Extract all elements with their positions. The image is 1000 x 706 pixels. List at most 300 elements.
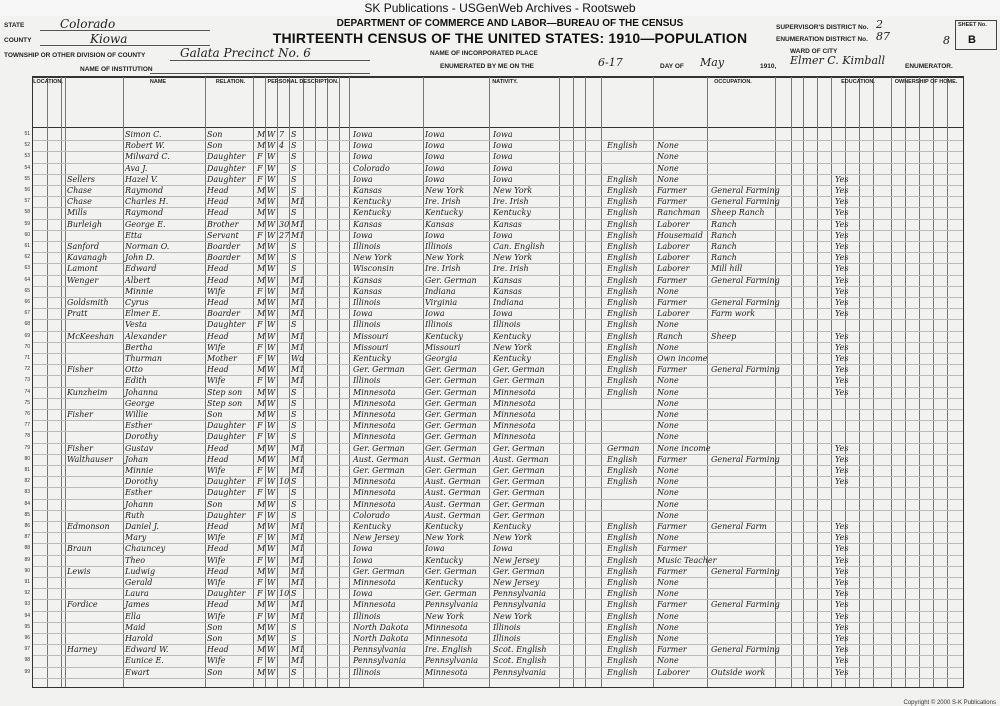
- cell-ind: Farm work: [711, 309, 756, 319]
- cell-age: 4: [279, 141, 285, 151]
- cell-bp: Kansas: [353, 275, 382, 285]
- cell-bp: Iowa: [353, 130, 373, 139]
- cell-rel: Head: [207, 275, 229, 285]
- cell-ms: M1: [291, 656, 305, 666]
- cell-ms: S: [291, 499, 297, 509]
- cell-lang: English: [607, 387, 638, 397]
- cell-sex: F: [257, 555, 263, 565]
- cell-lang: English: [607, 522, 638, 531]
- cell-ms: M1: [291, 365, 305, 375]
- cell-rel: Wife: [207, 286, 226, 296]
- table-row: [24, 252, 965, 263]
- cell-sex: M: [257, 264, 266, 274]
- row-number: 57: [24, 198, 30, 205]
- cell-occ: None: [657, 141, 679, 151]
- cell-surname: Wenger: [67, 275, 99, 285]
- cell-mbp: New York: [493, 533, 533, 543]
- cell-mbp: Iowa: [493, 163, 513, 173]
- cell-surname: Harney: [67, 645, 97, 655]
- cell-edu: Yes: [835, 253, 849, 263]
- cell-given: Minnie: [125, 466, 154, 475]
- cell-rel: Wife: [207, 533, 226, 543]
- cell-edu: Yes: [835, 309, 849, 319]
- cell-surname: Kavanagh: [67, 253, 108, 263]
- cell-surname: Burleigh: [67, 219, 102, 229]
- cell-occ: Farmer: [657, 186, 687, 195]
- table-row: [24, 331, 965, 342]
- cell-occ: None: [657, 488, 679, 498]
- cell-bp: Iowa: [353, 152, 373, 162]
- cell-rel: Son: [207, 130, 223, 139]
- row-number: 73: [24, 377, 30, 384]
- cell-race: W: [267, 275, 276, 285]
- cell-given: Ella: [125, 611, 141, 621]
- cell-age: 10: [279, 589, 290, 599]
- cell-sex: M: [257, 622, 266, 632]
- cell-bp: Iowa: [353, 555, 373, 565]
- cell-race: W: [267, 421, 276, 431]
- cell-ms: S: [291, 510, 297, 520]
- cell-ms: S: [291, 410, 297, 419]
- cell-fbp: Aust. German: [425, 488, 481, 498]
- col-header-personal: PERSONAL DESCRIPTION.: [267, 79, 339, 85]
- cell-lang: English: [607, 208, 638, 218]
- cell-fbp: Ger. German: [425, 566, 477, 576]
- cell-bp: Missouri: [353, 331, 389, 341]
- cell-edu: Yes: [835, 197, 849, 207]
- cell-fbp: Ger. German: [425, 421, 477, 431]
- cell-rel: Boarder: [207, 253, 240, 263]
- cell-occ: Farmer: [657, 365, 687, 375]
- col-header-nativity: NATIVITY.: [492, 79, 518, 85]
- cell-race: W: [267, 510, 276, 520]
- table-row: [24, 543, 965, 554]
- table-row: [24, 420, 965, 431]
- cell-ms: M1: [291, 342, 305, 352]
- table-row: [24, 443, 965, 454]
- cell-surname: Pratt: [67, 309, 88, 319]
- cell-sex: M: [257, 331, 266, 341]
- cell-given: Esther: [125, 421, 152, 431]
- cell-rel: Head: [207, 186, 229, 195]
- cell-edu: Yes: [835, 264, 849, 274]
- cell-occ: Farmer: [657, 275, 687, 285]
- cell-bp: Minnesota: [353, 432, 396, 442]
- cell-race: W: [267, 667, 276, 677]
- cell-ms: M1: [291, 286, 305, 296]
- cell-occ: Farmer: [657, 566, 687, 576]
- cell-bp: Minnesota: [353, 578, 396, 587]
- cell-bp: Illinois: [353, 298, 381, 307]
- row-number: 86: [24, 523, 30, 529]
- cell-edu: Yes: [835, 578, 849, 587]
- cell-ind: General Farming: [711, 186, 780, 195]
- cell-race: W: [267, 634, 276, 643]
- cell-given: George E.: [125, 219, 166, 229]
- cell-ms: M1: [291, 309, 305, 319]
- col-header-education: EDUCATION.: [841, 79, 875, 85]
- cell-race: W: [267, 264, 276, 274]
- cell-ms: M1: [291, 611, 305, 621]
- institution-line: [150, 73, 370, 74]
- cell-lang: English: [607, 589, 638, 599]
- cell-mbp: Kentucky: [493, 354, 531, 363]
- supervisor-district-value: 2: [876, 18, 883, 31]
- cell-rel: Daughter: [207, 589, 246, 599]
- cell-ind: General Farming: [711, 197, 780, 207]
- cell-ind: General Farming: [711, 365, 780, 375]
- cell-ms: M1: [291, 533, 305, 543]
- cell-ms: M1: [291, 578, 305, 587]
- cell-ms: M1: [291, 275, 305, 285]
- row-number: 54: [24, 164, 30, 171]
- cell-age: 30: [279, 219, 290, 229]
- cell-surname: Chase: [67, 186, 92, 195]
- table-row: [24, 476, 965, 487]
- col-header-ownership: OWNERSHIP OF HOME.: [894, 79, 958, 85]
- cell-sex: M: [257, 197, 266, 207]
- cell-surname: Fisher: [67, 443, 93, 453]
- cell-ms: S: [291, 398, 297, 408]
- cell-sex: F: [257, 230, 263, 240]
- cell-race: W: [267, 522, 276, 531]
- cell-surname: Fisher: [67, 365, 93, 375]
- cell-bp: New Jersey: [353, 533, 400, 543]
- cell-sex: F: [257, 488, 263, 498]
- table-row: [24, 230, 965, 241]
- cell-rel: Son: [207, 499, 223, 509]
- row-number: 63: [24, 265, 30, 272]
- cell-race: W: [267, 656, 276, 666]
- cell-lang: English: [607, 667, 638, 677]
- table-row: [24, 163, 965, 174]
- cell-edu: Yes: [835, 533, 849, 543]
- cell-mbp: New York: [493, 186, 533, 195]
- cell-lang: English: [607, 622, 638, 632]
- cell-bp: Kentucky: [353, 354, 391, 363]
- cell-given: Theo: [125, 555, 146, 565]
- cell-mbp: New Jersey: [493, 578, 540, 587]
- cell-rel: Wife: [207, 376, 226, 386]
- county-value: Kiowa: [90, 32, 128, 46]
- cell-occ: Music Teacher: [657, 555, 717, 565]
- table-row: [24, 297, 965, 308]
- cell-occ: Ranchman: [657, 208, 701, 218]
- cell-bp: Illinois: [353, 242, 381, 251]
- cell-mbp: Ger. German: [493, 477, 545, 487]
- row-number: 78: [24, 433, 30, 440]
- cell-lang: English: [607, 566, 638, 576]
- cell-race: W: [267, 466, 276, 475]
- cell-bp: Missouri: [353, 342, 389, 352]
- cell-occ: Laborer: [657, 253, 690, 263]
- cell-rel: Daughter: [207, 421, 246, 431]
- cell-fbp: Minnesota: [425, 622, 468, 632]
- cell-surname: Sanford: [67, 242, 100, 251]
- cell-fbp: Aust. German: [425, 510, 481, 520]
- cell-rel: Wife: [207, 578, 226, 587]
- cell-given: Johan: [125, 454, 149, 464]
- table-row: [24, 219, 965, 230]
- cell-sex: F: [257, 466, 263, 475]
- cell-mbp: Kansas: [493, 286, 522, 296]
- cell-race: W: [267, 163, 276, 173]
- cell-given: John D.: [125, 253, 155, 263]
- cell-occ: None: [657, 387, 679, 397]
- row-number: 95: [24, 623, 30, 630]
- cell-given: Cyrus: [125, 298, 149, 307]
- row-number: 82: [24, 478, 30, 485]
- cell-edu: Yes: [835, 622, 849, 632]
- cell-occ: Ranch: [657, 331, 683, 341]
- cell-occ: None: [657, 163, 679, 173]
- row-number: 77: [24, 422, 30, 429]
- cell-race: W: [267, 645, 276, 655]
- cell-occ: None: [657, 410, 679, 419]
- cell-fbp: Iowa: [425, 163, 445, 173]
- cell-surname: Chase: [67, 197, 92, 207]
- cell-rel: Head: [207, 566, 229, 576]
- cell-rel: Head: [207, 197, 229, 207]
- cell-mbp: Illinois: [493, 320, 521, 330]
- cell-lang: English: [607, 342, 638, 352]
- cell-race: W: [267, 152, 276, 162]
- cell-rel: Step son: [207, 398, 243, 408]
- cell-given: Maid: [125, 622, 146, 632]
- table-row: [24, 566, 965, 577]
- cell-bp: Kentucky: [353, 197, 391, 207]
- cell-sex: M: [257, 186, 266, 195]
- cell-fbp: Minnesota: [425, 667, 468, 677]
- cell-occ: Own income: [657, 354, 708, 363]
- cell-edu: Yes: [835, 454, 849, 464]
- row-number: 97: [24, 646, 30, 653]
- cell-bp: New York: [353, 253, 393, 263]
- cell-sex: F: [257, 510, 263, 520]
- cell-race: W: [267, 544, 276, 554]
- cell-edu: Yes: [835, 466, 849, 475]
- cell-race: W: [267, 611, 276, 621]
- table-row: [24, 431, 965, 442]
- cell-edu: Yes: [835, 219, 849, 229]
- cell-fbp: Ger. German: [425, 387, 477, 397]
- cell-rel: Wife: [207, 466, 226, 475]
- cell-lang: English: [607, 253, 638, 263]
- cell-race: W: [267, 365, 276, 375]
- cell-ms: M1: [291, 454, 305, 464]
- cell-bp: Kansas: [353, 219, 382, 229]
- cell-sex: M: [257, 454, 266, 464]
- cell-surname: Goldsmith: [67, 298, 109, 307]
- cell-ms: M1: [291, 522, 305, 531]
- cell-occ: Farmer: [657, 544, 687, 554]
- table-row: [24, 319, 965, 330]
- cell-fbp: Iowa: [425, 174, 445, 184]
- col-header-occupation: OCCUPATION.: [714, 79, 752, 85]
- cell-race: W: [267, 566, 276, 576]
- cell-lang: English: [607, 578, 638, 587]
- row-number: 64: [24, 276, 30, 283]
- cell-fbp: Kansas: [425, 219, 454, 229]
- table-row: [24, 364, 965, 375]
- cell-race: W: [267, 589, 276, 599]
- cell-lang: English: [607, 230, 638, 240]
- cell-lang: English: [607, 600, 638, 610]
- cell-bp: Iowa: [353, 174, 373, 184]
- col-header-name: NAME: [149, 79, 167, 85]
- cell-occ: Laborer: [657, 242, 690, 251]
- cell-occ: None: [657, 578, 679, 587]
- cell-bp: North Dakota: [353, 622, 409, 632]
- cell-ms: S: [291, 163, 297, 173]
- table-row: [24, 510, 965, 521]
- cell-edu: Yes: [835, 331, 849, 341]
- cell-fbp: New York: [425, 611, 465, 621]
- row-rule: [33, 678, 963, 679]
- enumerator-label: ENUMERATOR.: [905, 63, 953, 70]
- cell-bp: Aust. German: [353, 454, 409, 464]
- cell-rel: Boarder: [207, 242, 240, 251]
- row-number: 67: [24, 310, 30, 317]
- cell-occ: None: [657, 510, 679, 520]
- table-row: [24, 375, 965, 386]
- cell-edu: Yes: [835, 208, 849, 218]
- state-label: STATE: [4, 22, 25, 29]
- cell-fbp: Ger. German: [425, 410, 477, 419]
- cell-race: W: [267, 197, 276, 207]
- row-number: 83: [24, 489, 30, 496]
- row-number: 56: [24, 187, 30, 193]
- cell-sex: F: [257, 432, 263, 442]
- cell-ms: S: [291, 186, 297, 195]
- cell-ms: S: [291, 589, 297, 599]
- cell-lang: English: [607, 634, 638, 643]
- cell-sex: F: [257, 354, 263, 363]
- cell-edu: Yes: [835, 611, 849, 621]
- table-row: [24, 387, 965, 398]
- cell-given: Minnie: [125, 286, 154, 296]
- cell-edu: Yes: [835, 342, 849, 352]
- cell-sex: F: [257, 342, 263, 352]
- census-table: [24, 76, 964, 688]
- cell-ms: M1: [291, 466, 305, 475]
- cell-rel: Wife: [207, 656, 226, 666]
- row-number: 69: [24, 332, 30, 339]
- cell-ms: S: [291, 667, 297, 677]
- cell-mbp: Pennsylvania: [493, 589, 547, 599]
- cell-race: W: [267, 555, 276, 565]
- cell-fbp: Iowa: [425, 230, 445, 240]
- day-of-label: DAY OF: [660, 63, 684, 70]
- cell-sex: M: [257, 398, 266, 408]
- cell-mbp: Minnesota: [493, 398, 536, 408]
- cell-ind: General Farming: [711, 645, 780, 655]
- cell-sex: F: [257, 589, 263, 599]
- sheet-number: 8: [943, 34, 950, 47]
- cell-given: Gustav: [125, 443, 154, 453]
- cell-occ: Laborer: [657, 264, 690, 274]
- cell-bp: Iowa: [353, 309, 373, 319]
- cell-lang: English: [607, 219, 638, 229]
- cell-edu: Yes: [835, 186, 849, 195]
- cell-occ: None: [657, 376, 679, 386]
- row-number: 99: [24, 668, 30, 675]
- cell-occ: None: [657, 533, 679, 543]
- cell-sex: M: [257, 522, 266, 531]
- cell-ms: M1: [291, 331, 305, 341]
- row-number: 59: [24, 220, 30, 227]
- cell-fbp: Minnesota: [425, 634, 468, 643]
- table-row: [24, 667, 965, 678]
- cell-fbp: Iowa: [425, 152, 445, 162]
- row-number: 84: [24, 500, 30, 507]
- cell-mbp: Scot. English: [493, 645, 547, 655]
- cell-fbp: Aust. German: [425, 454, 481, 464]
- cell-ms: S: [291, 421, 297, 431]
- state-value: Colorado: [60, 17, 116, 31]
- cell-ind: Ranch: [711, 253, 737, 263]
- cell-ms: S: [291, 387, 297, 397]
- cell-fbp: Ger. German: [425, 376, 477, 386]
- cell-ms: S: [291, 320, 297, 330]
- cell-ind: General Farming: [711, 275, 780, 285]
- cell-ind: General Farming: [711, 298, 780, 307]
- cell-fbp: Aust. German: [425, 499, 481, 509]
- cell-mbp: Kansas: [493, 219, 522, 229]
- row-number: 98: [24, 657, 30, 664]
- table-row: [24, 655, 965, 666]
- cell-given: Dorothy: [125, 477, 158, 487]
- cell-fbp: Ire. Irish: [425, 264, 461, 274]
- cell-fbp: Kentucky: [425, 331, 463, 341]
- cell-race: W: [267, 354, 276, 363]
- cell-rel: Wife: [207, 555, 226, 565]
- cell-mbp: Ger. German: [493, 376, 545, 386]
- row-number: 52: [24, 142, 30, 149]
- township-label: TOWNSHIP OR OTHER DIVISION OF COUNTY: [4, 52, 146, 59]
- row-number: 87: [24, 534, 30, 541]
- cell-edu: Yes: [835, 656, 849, 666]
- copyright-notice: Copyright © 2000 S-K Publications: [903, 700, 996, 706]
- cell-sex: M: [257, 219, 266, 229]
- department-heading: DEPARTMENT OF COMMERCE AND LABOR—BUREAU OF THE CENSUS: [336, 18, 684, 29]
- cell-given: Laura: [125, 589, 149, 599]
- cell-fbp: Kentucky: [425, 578, 463, 587]
- cell-occ: Laborer: [657, 219, 690, 229]
- cell-occ: None: [657, 477, 679, 487]
- cell-age: 10: [279, 477, 290, 487]
- sheet-no-label: SHEET No.: [958, 22, 987, 28]
- cell-occ: Farmer: [657, 454, 687, 464]
- cell-surname: Kunzheim: [67, 387, 108, 397]
- cell-occ: Laborer: [657, 309, 690, 319]
- cell-edu: Yes: [835, 634, 849, 643]
- cell-sex: F: [257, 152, 263, 162]
- cell-rel: Wife: [207, 611, 226, 621]
- row-number: 74: [24, 388, 30, 395]
- enumeration-day: 6-17: [598, 56, 623, 69]
- cell-mbp: Iowa: [493, 152, 513, 162]
- cell-race: W: [267, 488, 276, 498]
- table-row: [24, 577, 965, 588]
- cell-fbp: Ger. German: [425, 432, 477, 442]
- cell-bp: Illinois: [353, 667, 381, 677]
- cell-race: W: [267, 141, 276, 151]
- cell-sex: F: [257, 578, 263, 587]
- cell-given: Esther: [125, 488, 152, 498]
- row-number: 92: [24, 590, 30, 597]
- cell-race: W: [267, 600, 276, 610]
